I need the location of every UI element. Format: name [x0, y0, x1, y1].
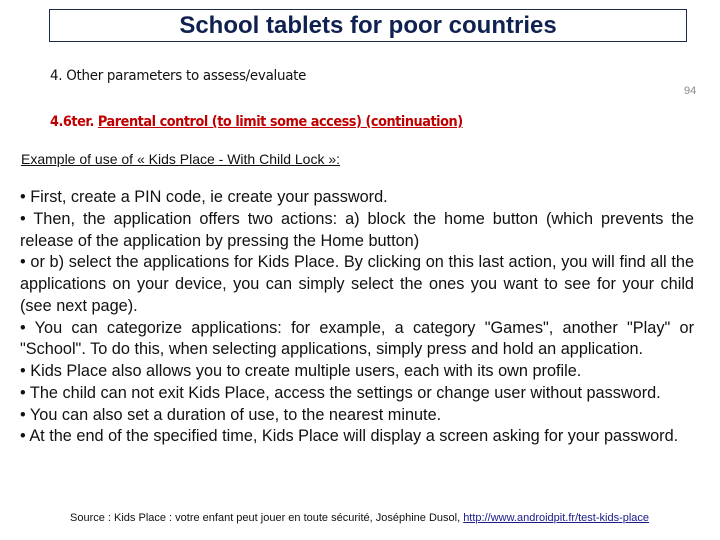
- page-number: 94: [684, 85, 697, 97]
- section-heading: 4. Other parameters to assess/evaluate: [50, 68, 307, 84]
- slide-title: School tablets for poor countries: [179, 12, 557, 39]
- source-citation: [70, 512, 649, 524]
- bullet-item: • Kids Place also allows you to create multiple users, each with its own profile.: [20, 362, 582, 380]
- bullet-list: [20, 187, 694, 448]
- subsection-title: Parental control (to limit some access) (continuation): [97, 114, 463, 130]
- subsection-number: 4.6ter.: [50, 114, 94, 130]
- bullet-item: • or b) select the applications for Kids Place. By clicking on this last action, you will find all the applications on your device, you can simply select the ones you want to see for your child (see next page).: [20, 253, 694, 315]
- bullet-item: • First, create a PIN code, ie create your password.: [20, 188, 388, 206]
- title-box: [49, 9, 687, 42]
- source-text: Source : Kids Place : votre enfant peut jouer en toute sécurité, Joséphine Dusol,: [70, 512, 464, 524]
- bullet-item: • The child can not exit Kids Place, access the settings or change user without password.: [20, 383, 661, 402]
- example-heading: Example of use of « Kids Place - With Child Lock »:: [21, 151, 341, 167]
- source-link[interactable]: http://www.androidpit.fr/test-kids-place: [463, 512, 650, 524]
- bullet-item: • You can also set a duration of use, to the nearest minute.: [20, 405, 442, 424]
- bullet-item: • Then, the application offers two actions: a) block the home button (which prevents the release of the application by pressing the Home button): [20, 209, 694, 250]
- bullet-item: • You can categorize applications: for example, a category "Games", another "Play" or "School". To do this, when selecting applications, simply press and hold an application.: [20, 318, 694, 359]
- subsection-heading: [50, 114, 463, 130]
- bullet-item: • At the end of the specified time, Kids Place will display a screen asking for your password.: [20, 427, 679, 446]
